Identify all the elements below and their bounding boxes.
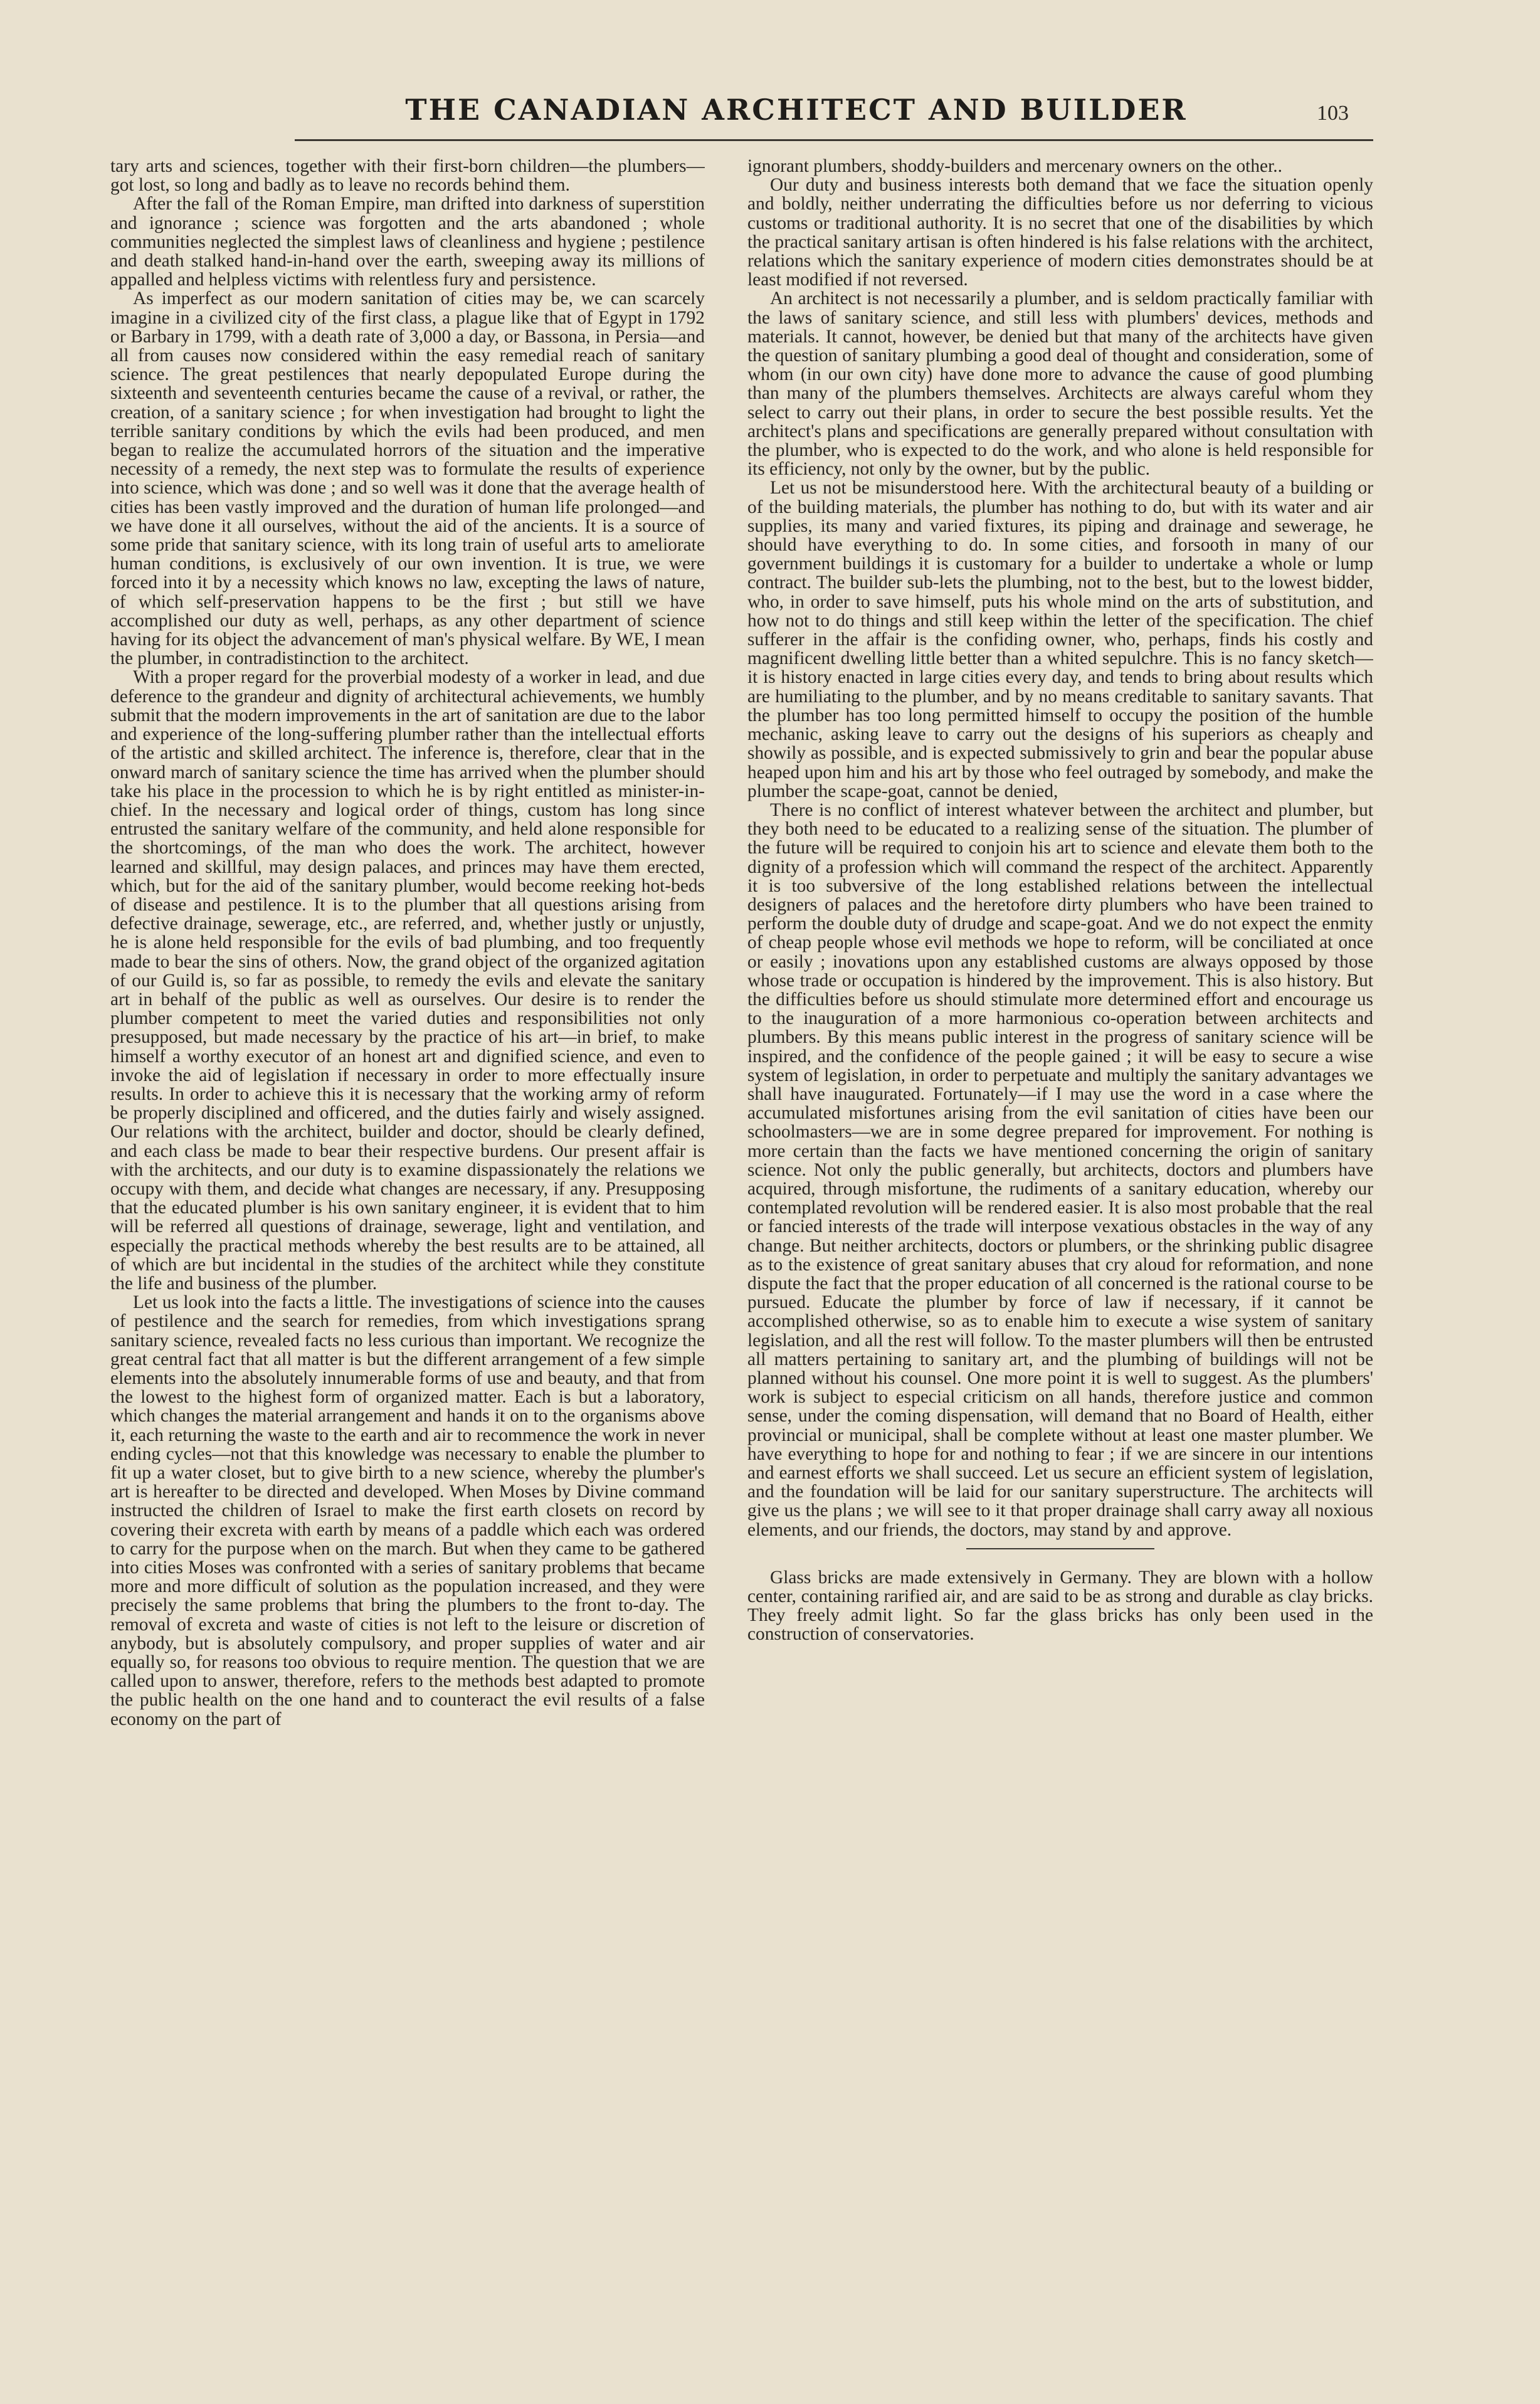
paragraph: Glass bricks are made extensively in Germany. They are blown with a hollow center, containing rarified air, and are said to be as strong and durable as clay bricks. They freely admit light. So far the glass bricks has only been used in the construction of conservatories.: [747, 1567, 1373, 1645]
paragraph: Let us not be misunderstood here. With the architectural beauty of a building or of the building materials, the plumber has nothing to do, but with its water and air supplies, its many and varied fixtures, its piping and drainage and sewerage, he should have everything to do. In some cities, and forsooth in many of our government buildings it is customary for a builder to undertake a whole or lump contract. The builder sub-lets the plumbing, not to the best, but to the lowest bidder, who, in order to save himself, puts his whole mind on the arts of substitution, and how not to do things and still keep within the letter of the specification. The chief sufferer in the affair is the confiding owner, who, perhaps, finds his costly and magnificent dwelling little better than a whited sepulchre. This is no fancy sketch—it is history enacted in large cities every day, and tends to bring about results which are humiliating to the plumber, and by no means creditable to sanitary savants. That the plumber has too long permitted himself to occupy the position of the humble mechanic, asking leave to carry out the designs of his superiors as cheaply and showily as possible, and is expected submissively to grin and bear the popular abuse heaped upon him and his art by those who feel outraged by somebody, and make the plumber the scape-goat, cannot be denied,: [747, 478, 1373, 801]
paragraph: As imperfect as our modern sanitation of cities may be, we can scarcely imagine in a civilized city of the first class, a plague like that of Egypt in 1792 or Barbary in 1799, with a death rate of 3,000 a day, or Bassona, in Persia—and all from causes now considered within the easy remedial reach of sanitary science. The great pestilences that nearly depopulated Europe during the sixteenth and seventeenth centuries became the cause of a revival, or rather, the creation, of a sanitary science ; for when investigation had brought to light the terrible sanitary conditions by which the evils had been produced, and men began to realize the accumulated horrors of the situation and the imperative necessity of a remedy, the next step was to formulate the results of experience into science, which was done ; and so well was it done that the average health of cities has been vastly improved and the duration of human life prolonged—and we have done it all ourselves, without the aid of the ancients. It is a source of some pride that sanitary science, with its long train of useful arts to ameliorate human conditions, is exclusively of our own invention. It is true, we were forced into it by a necessity which knows no law, excepting the laws of nature, of which self-preservation happens to be the first ; but still we have accomplished our duty as well, perhaps, as any other department of science having for its object the advancement of man's physical welfare. By WE, I mean the plumber, in contradistinction to the architect.: [110, 288, 705, 669]
page-number: 103: [1317, 102, 1349, 125]
header-rule: [295, 139, 1373, 141]
paragraph: Let us look into the facts a little. The investigations of science into the causes of pestilence and the search for remedies, from which investigations sprang sanitary science, revealed facts no less curious than important. We recognize the great central fact that all matter is but the different arrangement of a few simple elements into the absolutely innumerable forms of use and beauty, and that from the lowest to the highest form of organized matter. Each is but a laboratory, which changes the material arrangement and hands it on to the organisms above it, each returning the waste to the earth and air to recommence the work in never ending cycles—not that this knowledge was necessary to enable the plumber to fit up a water closet, but to give birth to a new science, whereby the plumber's art is hereafter to be directed and developed. When Moses by Divine command instructed the children of Israel to make the first earth closets on record by covering their excreta with earth by means of a paddle which each was ordered to carry for the purpose when on the march. But when they came to be gathered into cities Moses was confronted with a series of sanitary problems that became more and more difficult of solution as the population increased, and they were precisely the same problems that bring the plumbers to the front to-day. The removal of excreta and waste of cities is not left to the leisure or discretion of anybody, but is absolutely compulsory, and proper supplies of water and air equally so, for reasons too obvious to require mention. The question that we are called upon to answer, therefore, refers to the methods best adapted to promote the public health on the one hand and to counteract the evil results of a false economy on the part of: [110, 1292, 705, 1729]
paragraph: Our duty and business interests both demand that we face the situation openly and boldly, neither underrating the difficulties before us nor deferring to vicious customs or traditional authority. It is no secret that one of the disabilities by which the practical sanitary artisan is often hindered is his false relations with the architect, relations which the sanitary experience of modern cities demonstrates should be at least modified if not reversed.: [747, 175, 1373, 290]
paragraph: With a proper regard for the proverbial modesty of a worker in lead, and due deference to the grandeur and dignity of architectural achievements, we humbly submit that the modern improvements in the art of sanitation are due to the labor and experience of the long-suffering plumber rather than the intellectual efforts of the artistic and skilled architect. The inference is, therefore, clear that in the onward march of sanitary science the time has arrived when the plumber should take his place in the procession to which he is by right entitled as minister-in-chief. In the necessary and logical order of things, custom has long since entrusted the sanitary welfare of the community, and held alone responsible for the shortcomings, of the man who does the work. The architect, however learned and skillful, may design palaces, and princes may have them erected, which, but for the aid of the sanitary plumber, would become reeking hot-beds of disease and pestilence. It is to the plumber that all questions arising from defective drainage, sewerage, etc., are referred, and, whether justly or unjustly, he is alone held responsible for the evils of bad plumbing, and too frequently made to bear the sins of others. Now, the grand object of the organized agitation of our Guild is, so far as possible, to remedy the evils and elevate the sanitary art in behalf of the public as well as ourselves. Our desire is to render the plumber competent to meet the varied duties and responsibilities not only presupposed, but made necessary by the practice of his art—in brief, to make himself a worthy executor of an honest art and dignified science, and even to invoke the aid of legislation if necessary in order to more effectually insure results. In order to achieve this it is necessary that the working army of reform be properly disciplined and officered, and the duties fairly and wisely assigned. Our relations with the architect, builder and doctor, should be clearly defined, and each class be made to bear their respective burdens. Our present affair is with the architects, and our duty is to examine dispassionately the relations we occupy with them, and decide what changes are necessary, if any. Presupposing that the educated plumber is his own sanitary engineer, it is evident that to him will be referred all questions of drainage, sewerage, light and ventilation, and especially the practical methods whereby the best results are to be attained, all of which are but incidental in the studies of the architect while they constitute the life and business of the plumber.: [110, 667, 705, 1294]
paragraph: There is no conflict of interest whatever between the architect and plumber, but they both need to be educated to a realizing sense of the situation. The plumber of the future will be required to conjoin his art to science and elevate them both to the dignity of a profession which will command the respect of the architect. Apparently it is too subversive of the long established relations between the intellectual designers of palaces and the heretofore dirty plumbers who have been trained to perform the double duty of drudge and scape-goat. And we do not expect the enmity of cheap people whose evil methods we hope to reform, will be conciliated at once or easily ; inovations upon any established customs are always opposed by those whose trade or occupation is hindered by the improvement. This is also history. But the difficulties before us should stimulate more determined effort and encourage us to the inauguration of a more harmonious co-operation between architects and plumbers. By this means public interest in the progress of sanitary science will be inspired, and the confidence of the people gained ; it will be easy to secure a wise system of legislation, in order to perpetuate and multiply the sanitary advantages we shall have inaugurated. Fortunately—if I may use the word in a case where the accumulated misfortunes arising from the evil sanitation of cities have been our schoolmasters—we are in some degree prepared for improvement. For nothing is more certain than the facts we have mentioned concerning the origin of sanitary science. Not only the public generally, but architects, doctors and plumbers have acquired, through misfortune, the rudiments of a sanitary education, whereby our contemplated revolution will be rendered easier. It is also most probable that the real or fancied interests of the trade will interpose vexatious obstacles in the way of any change. But neither architects, doctors or plumbers, or the shrinking public disagree as to the existence of great sanitary abuses that cry aloud for reformation, and none dispute the fact that the proper education of all concerned is the rational course to be pursued. Educate the plumber by force of law if necessary, if it cannot be accomplished otherwise, so as to enable him to execute a wise system of sanitary legislation, and all the rest will follow. To the master plumbers will then be entrusted all matters pertaining to sanitary art, and the plumbing of buildings will not be planned without his counsel. One more point it is well to suggest. As the plumbers' work is subject to especial criticism on all hands, therefore justice and common sense, under the coming dispensation, will demand that no Board of Health, either provincial or municipal, shall be complete without at least one master plumber. We have everything to hope for and nothing to fear ; if we are sincere in our intentions and earnest efforts we shall succeed. Let us secure an efficient system of legislation, and the foundation will be laid for our sanitary superstructure. The architects will give us the plans ; we will see to it that proper drainage shall carry away all noxious elements, and our friends, the doctors, may stand by and approve.: [747, 799, 1373, 1540]
section-divider: [966, 1548, 1154, 1549]
paragraph: After the fall of the Roman Empire, man drifted into darkness of superstition and ignorance ; science was forgotten and the arts abandoned ; whole communities neglected the simplest laws of cleanliness and hygiene ; pestilence and death stalked hand-in-hand over the earth, sweeping away its millions of appalled and helpless victims with relentless fury and persistence.: [110, 194, 705, 290]
right-column: [747, 157, 1373, 2376]
masthead-title: THE CANADIAN ARCHITECT AND BUILDER: [405, 93, 1188, 127]
paragraph: tary arts and sciences, together with their first-born children—the plumbers—got lost, so long and badly as to leave no records behind them.: [110, 157, 705, 196]
paragraph: An architect is not necessarily a plumber, and is seldom practically familiar with the laws of sanitary science, and still less with plumbers' devices, methods and materials. It cannot, however, be denied but that many of the architects have given the question of sanitary plumbing a good deal of thought and consideration, some of whom (in our own city) have done more to advance the cause of good plumbing than many of the plumbers themselves. Architects are always careful whom they select to carry out their plans, in order to secure the best possible results. Yet the architect's plans and specifications are generally prepared without consultation with the plumber, who is expected to do the work, and who alone is held responsible for its efficiency, not only by the owner, but by the public.: [747, 288, 1373, 480]
paragraph: ignorant plumbers, shoddy-builders and mercenary owners on the other..: [747, 157, 1282, 176]
glass-bricks-note: [747, 1568, 1373, 1644]
left-column: [110, 157, 705, 2376]
